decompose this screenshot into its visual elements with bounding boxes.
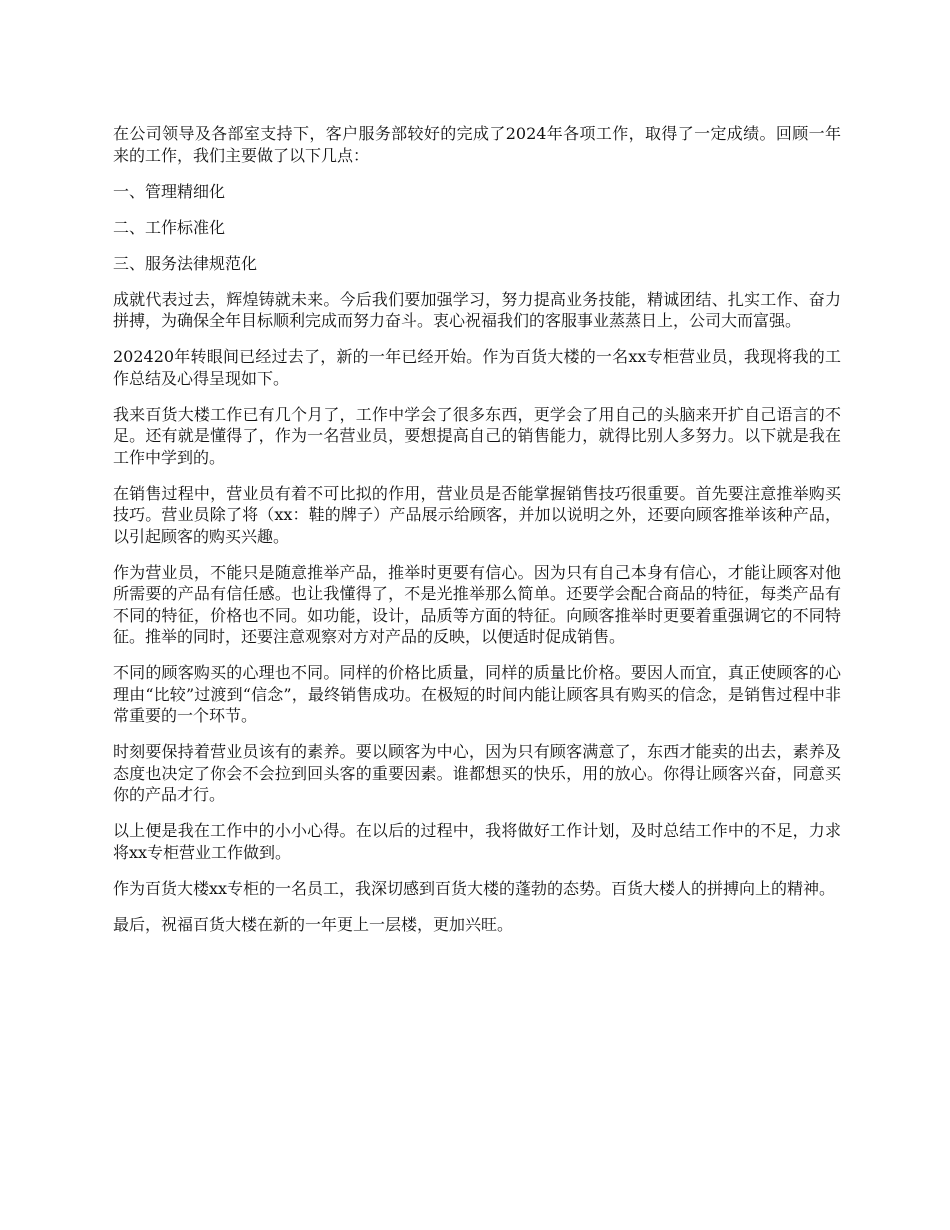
paragraph-year-intro: 202420年转眼间已经过去了，新的一年已经开始。作为百货大楼的一名xx专柜营业员，我现将我的工作总结及心得呈现如下。 xyxy=(113,347,841,388)
paragraph-outlook: 成就代表过去，辉煌铸就未来。今后我们要加强学习，努力提高业务技能，精诚团结、扎实工作、奋力拼搏，为确保全年目标顺利完成而努力奋斗。衷心祝福我们的客服事业蒸蒸日上，公司大而富强。 xyxy=(113,289,841,330)
paragraph-experience: 我来百货大楼工作已有几个月了，工作中学会了很多东西，更学会了用自己的头脑来开扩自己语言的不足。还有就是懂得了，作为一名营业员，要想提高自己的销售能力，就得比别人多努力。以下就是我在工作中学到的。 xyxy=(113,404,841,467)
intro-paragraph: 在公司领导及各部室支持下，客户服务部较好的完成了2024年各项工作，取得了一定成绩。回顾一年来的工作，我们主要做了以下几点： xyxy=(113,124,841,165)
paragraph-closing: 最后，祝福百货大楼在新的一年更上一层楼，更加兴旺。 xyxy=(113,914,514,934)
list-item-1: 一、管理精细化 xyxy=(113,181,226,201)
list-item-3: 三、服务法律规范化 xyxy=(113,253,258,273)
document-body xyxy=(113,123,841,950)
paragraph-customer-psychology: 不同的顾客购买的心理也不同。同样的价格比质量，同样的质量比价格。要因人而宜，真正使顾客的心理由“比较”过渡到“信念”，最终销售成功。在极短的时间内能让顾客具有购买的信念，是销售过程中非常重要的一个环节。 xyxy=(113,663,841,725)
paragraph-professionalism: 时刻要保持着营业员该有的素养。要以顾客为中心，因为只有顾客满意了，东西才能卖的出去，素养及态度也决定了你会不会拉到回头客的重要因素。谁都想买的快乐，用的放心。你得让顾客兴奋，同意买你的产品才行。 xyxy=(113,742,841,804)
paragraph-sales-skills: 在销售过程中，营业员有着不可比拟的作用，营业员是否能掌握销售技巧很重要。首先要注意推举购买技巧。营业员除了将（xx：鞋的牌子）产品展示给顾客，并加以说明之外，还要向顾客推举该种产品，以引起顾客的购买兴趣。 xyxy=(113,483,841,546)
list-item-2: 二、工作标准化 xyxy=(113,217,226,237)
paragraph-summary: 以上便是我在工作中的小小心得。在以后的过程中，我将做好工作计划，及时总结工作中的不足，力求将xx专柜营业工作做到。 xyxy=(113,821,841,862)
paragraph-spirit: 作为百货大楼xx专柜的一名员工，我深切感到百货大楼的蓬勃的态势。百货大楼人的拼搏向上的精神。 xyxy=(113,878,836,898)
paragraph-recommendation: 作为营业员，不能只是随意推举产品，推举时更要有信心。因为只有自己本身有信心，才能让顾客对他所需要的产品有信任感。也让我懂得了，不是光推举那么简单。还要学会配合商品的特征，每类产品有不同的特征，价格也不同。如功能，设计，品质等方面的特征。向顾客推举时更要着重强调它的不同特征。推举的同时，还要注意观察对方对产品的反映，以便适时促成销售。 xyxy=(113,562,841,646)
